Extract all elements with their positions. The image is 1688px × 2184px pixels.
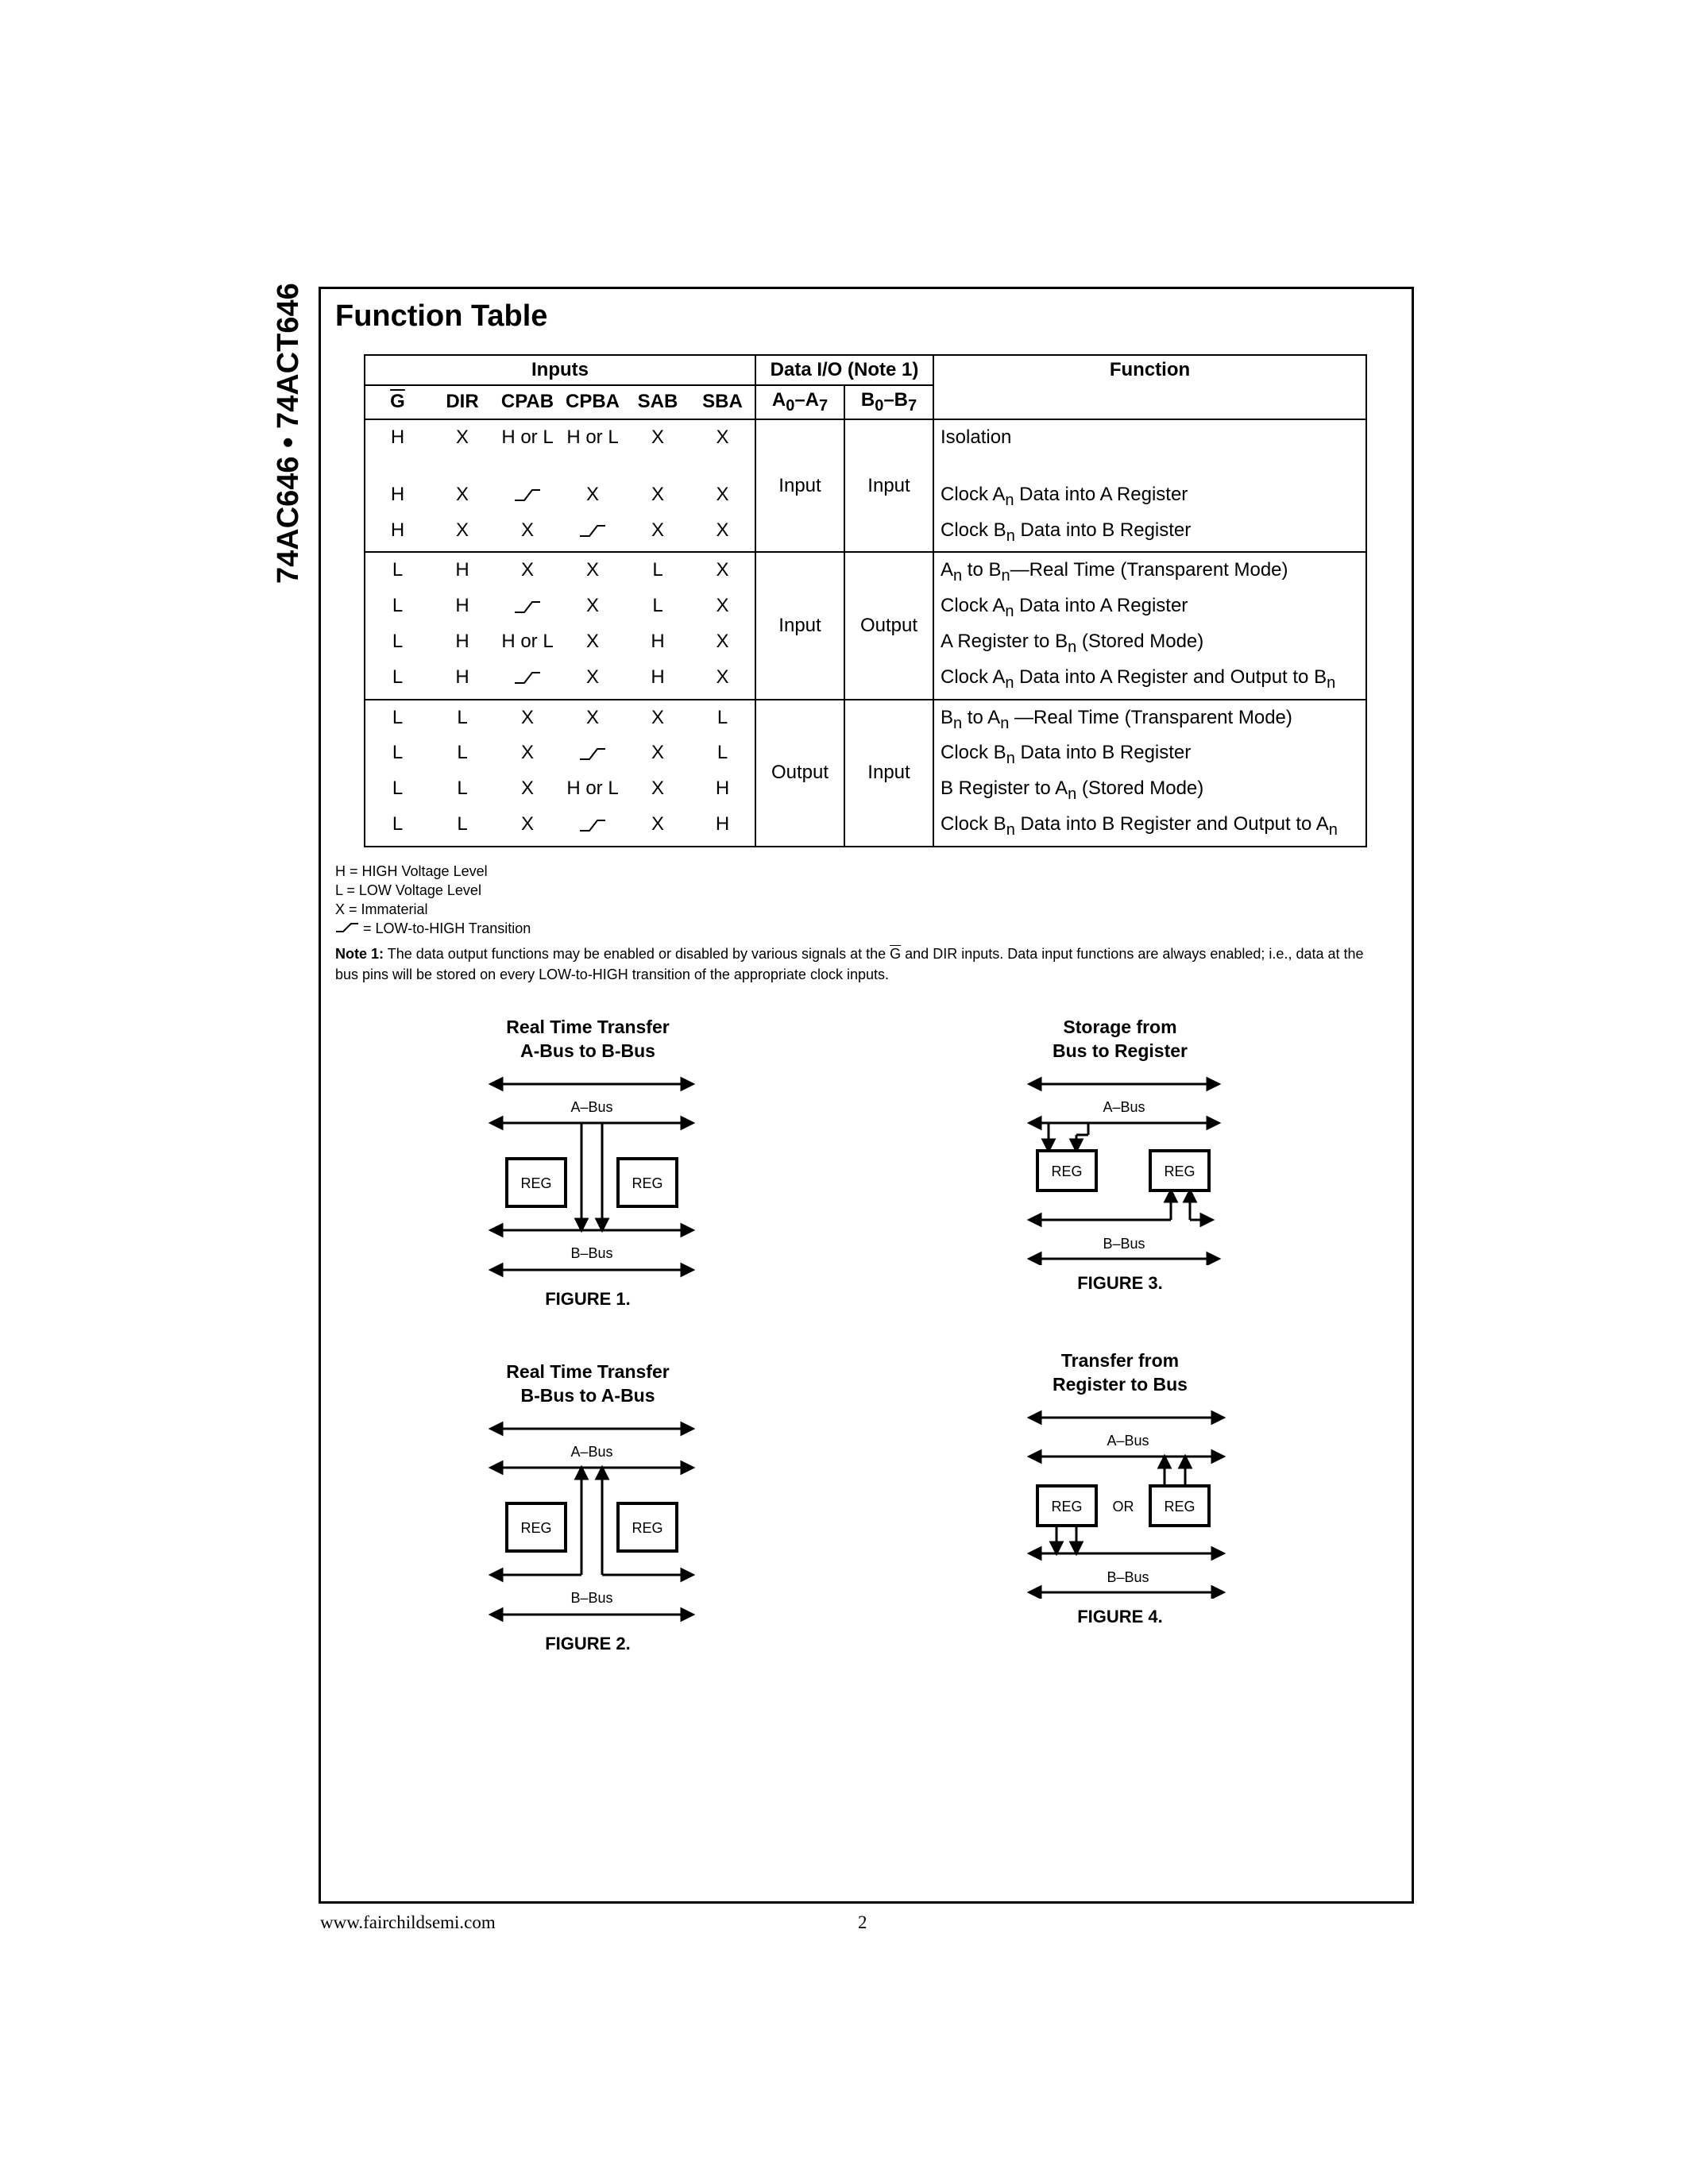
cell-cpab: X [495,515,560,553]
clock-transition-icon [578,817,607,833]
cell-sab: X [625,419,690,479]
cell-cpba: X [585,630,599,652]
figure-2 [429,1360,747,1661]
function-table [364,354,1367,847]
cell-sba: X [690,419,755,479]
side-title: 74AC646 • 74ACT646 [272,283,305,584]
header-cpba: CPBA [560,385,625,419]
cell-cpba: X [560,552,625,590]
cell-sba: X [690,662,755,700]
cell-b_io: Input [844,419,933,553]
cell-cpab: H or L [501,630,554,652]
header-sab: SAB [625,385,690,419]
reg-label: REG [1164,1499,1196,1515]
cell-b_io: Output [844,552,933,699]
figure-1 [429,1015,747,1317]
cell-cpab [495,662,560,700]
cell-function: Clock $B_n$ Data into B Register [933,515,1366,553]
cell-sab: X [651,742,664,764]
table-row [365,700,1366,738]
cell-sab: X [625,808,690,847]
cell-cpba: X [560,662,625,700]
table-row [365,419,1366,479]
b-bus-label: B–Bus [570,1590,613,1606]
b-bus-label: B–Bus [1107,1569,1149,1585]
legend-h: H = HIGH Voltage Level [335,863,488,879]
figure-3-diagram [961,1075,1279,1265]
legend-transition: = LOW-to-HIGH Transition [335,919,531,938]
cell-g: L [365,590,430,626]
cell-sba: X [716,483,729,505]
note-1: Note 1: The data output functions may be enabled or disabled by various signals at the $\overline{G}$ and DIR inputs. Data input functions are always enabled; i.e., data at the bus pins will be stored on every LOW-to-HIGH transition of the appropriate clock inputs. [335,946,1364,982]
cell-sba: L [690,700,755,738]
figure-4-title-2: Register to Bus [1053,1374,1188,1395]
cell-sba: X [716,630,729,652]
cell-g: L [365,737,430,773]
cell-cpab: X [520,778,534,800]
figure-2-title-2: B-Bus to A-Bus [520,1385,655,1406]
cell-sab: X [625,515,690,553]
cell-sab: H [625,662,690,700]
cell-sba: H [715,778,730,800]
cell-g: H [365,419,430,479]
a-bus-label: A–Bus [570,1099,613,1115]
figure-3-caption: FIGURE 3. [1077,1273,1163,1293]
figure-2-caption: FIGURE 2. [545,1634,631,1653]
cell-g: L [365,700,430,738]
legend-l: L = LOW Voltage Level [335,882,481,898]
cell-cpba: X [585,483,599,505]
cell-a_io: Input [755,552,844,699]
header-g: $\overline{G}$ [365,385,430,419]
cell-cpab: H or L [495,419,560,479]
figure-1-caption: FIGURE 1. [545,1289,631,1309]
cell-sab: H [651,630,665,652]
cell-function: Clock $A_n$ Data into A Register [933,590,1366,626]
figure-2-diagram [429,1419,747,1626]
header-a-range: $A_0-A_7$ [755,385,844,419]
figure-4 [961,1349,1279,1634]
figure-3 [961,1015,1279,1301]
cell-sba: X [690,552,755,590]
cell-dir: L [457,778,468,800]
a-bus-label: A–Bus [1107,1433,1149,1449]
legend-x: X = Immaterial [335,901,428,917]
cell-dir: H [455,595,469,617]
cell-cpba [560,515,625,553]
figure-4-title-1: Transfer from [1060,1350,1180,1371]
cell-g: L [365,626,430,662]
cell-cpba: X [585,595,599,617]
cell-dir: L [430,808,495,847]
cell-function: $A_n$ to $B_n—Real$ Time (Transparent Mode) [933,552,1366,590]
cell-function: Clock $B_n$ Data into B Register and Output to $A_n$ [933,808,1366,847]
cell-cpba: H or L [566,778,619,800]
page-number: 2 [858,1912,867,1932]
section-title: Function Table [335,299,548,333]
figure-3-title-1: Storage from [1063,1017,1177,1037]
transition-icon [335,922,359,933]
b-bus-label: B–Bus [1103,1236,1145,1252]
figure-4-diagram [961,1408,1279,1599]
cell-cpab [495,479,560,515]
cell-b_io: Input [844,700,933,847]
header-dir: DIR [430,385,495,419]
cell-a_io: Input [755,419,844,553]
cell-cpab: X [495,552,560,590]
header-cpab: CPAB [495,385,560,419]
cell-g: H [365,479,430,515]
cell-sba: X [716,595,729,617]
header-data-io: Data I/O (Note 1) [755,355,933,385]
clock-transition-icon [513,599,542,615]
cell-cpba [560,737,625,773]
legend [335,862,531,938]
cell-function: Isolation [933,419,1366,479]
cell-dir: X [430,515,495,553]
cell-cpba [560,808,625,847]
cell-sab: X [651,778,664,800]
cell-dir: H [430,552,495,590]
or-label: OR [1112,1499,1134,1515]
cell-g: L [365,773,430,808]
cell-g: H [365,515,430,553]
reg-label: REG [1051,1163,1083,1179]
b-bus-label: B–Bus [570,1245,613,1261]
header-b-range: $B_0-B_7$ [844,385,933,419]
cell-dir: H [430,662,495,700]
figure-1-diagram [429,1075,747,1281]
cell-g: L [365,808,430,847]
a-bus-label: A–Bus [1103,1099,1145,1115]
cell-function: Clock $A_n$ Data into A Register and Output to $B_n$ [933,662,1366,700]
cell-cpab: X [495,808,560,847]
cell-sba: L [717,742,728,764]
table-row [365,552,1366,590]
reg-label: REG [632,1520,663,1536]
cell-cpba: H or L [560,419,625,479]
cell-sab: L [652,595,663,617]
cell-cpab: X [520,742,534,764]
cell-function: Clock $A_n$ Data into A Register [933,479,1366,515]
cell-cpab [495,590,560,626]
cell-dir: L [430,700,495,738]
figure-1-title-1: Real Time Transfer [506,1017,670,1037]
clock-transition-icon [578,746,607,762]
cell-cpba: X [560,700,625,738]
cell-function: B Register to $A_n$ (Stored Mode) [933,773,1366,808]
clock-transition-icon [513,487,542,503]
reg-label: REG [632,1175,663,1191]
reg-label: REG [520,1175,552,1191]
cell-a_io: Output [755,700,844,847]
cell-sab: X [651,483,664,505]
function-table-body [365,419,1366,847]
header-function: Function [933,355,1366,419]
clock-transition-icon [513,669,542,685]
header-sba: SBA [690,385,755,419]
cell-g: L [365,552,430,590]
clock-transition-icon [578,523,607,538]
figure-4-caption: FIGURE 4. [1077,1607,1163,1626]
reg-label: REG [520,1520,552,1536]
cell-dir: H [455,630,469,652]
cell-dir: X [430,419,495,479]
cell-function: A Register to $B_n$ (Stored Mode) [933,626,1366,662]
figure-2-title-1: Real Time Transfer [506,1361,670,1382]
cell-cpab: X [495,700,560,738]
cell-g: L [365,662,430,700]
cell-sab: X [625,700,690,738]
reg-label: REG [1164,1163,1196,1179]
a-bus-label: A–Bus [570,1444,613,1460]
cell-dir: L [457,742,468,764]
cell-sba: H [690,808,755,847]
footer-url[interactable]: www.fairchildsemi.com [320,1912,496,1932]
header-inputs: Inputs [365,355,755,385]
figure-3-title-2: Bus to Register [1053,1040,1188,1061]
reg-label: REG [1051,1499,1083,1515]
cell-sab: L [625,552,690,590]
cell-dir: X [455,483,469,505]
figure-1-title-2: A-Bus to B-Bus [520,1040,655,1061]
cell-sba: X [690,515,755,553]
cell-function: Clock $B_n$ Data into B Register [933,737,1366,773]
cell-function: $B_n$ to $A_n$ —Real Time (Transparent Mode) [933,700,1366,738]
